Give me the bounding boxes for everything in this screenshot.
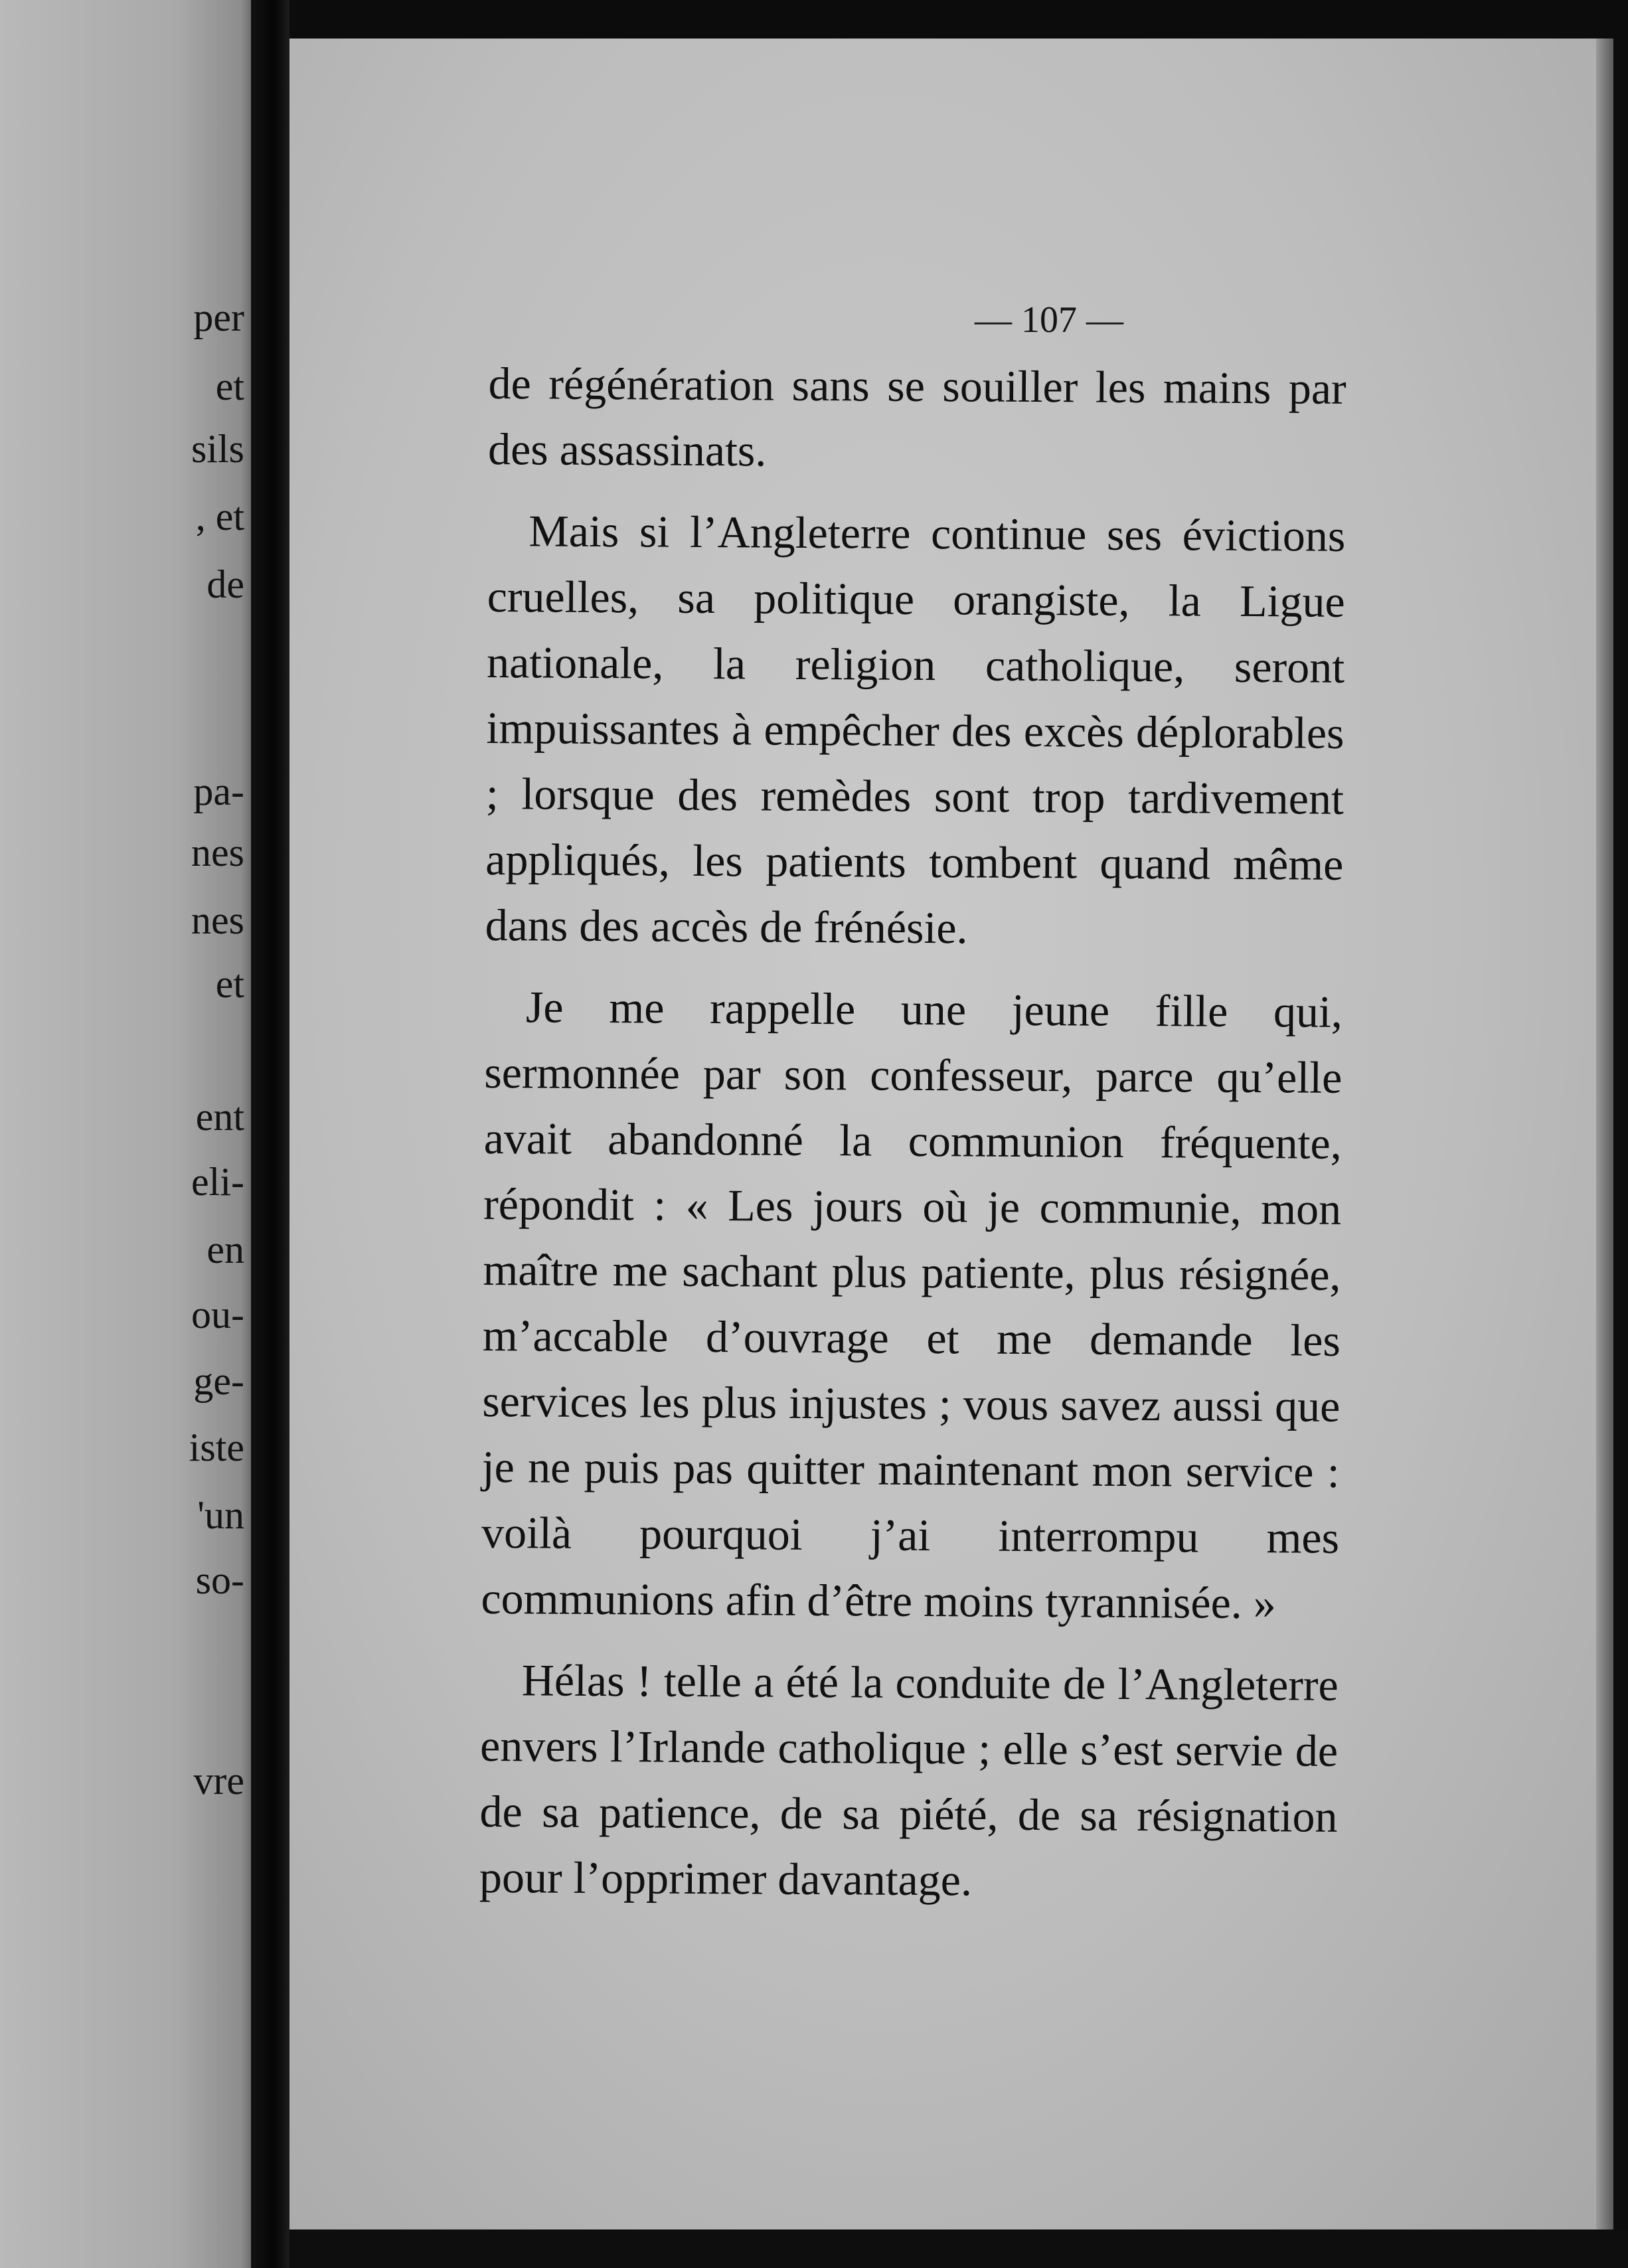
left-page-fragment: nes	[191, 898, 244, 942]
left-page-fragment: et	[215, 364, 244, 408]
paragraph: de régénération sans se souiller les mains par des assassinats.	[487, 357, 1346, 476]
left-page-fragment: 'un	[197, 1493, 244, 1537]
left-page-fragment: iste	[189, 1425, 244, 1469]
left-page-fragment: per	[193, 295, 244, 339]
left-page-fragment: pa-	[193, 770, 244, 813]
scan-border	[289, 2229, 1628, 2268]
left-page-fragment: ent	[195, 1095, 244, 1139]
left-page	[0, 0, 251, 2268]
page-body	[479, 351, 1346, 1931]
paragraph: Hélas ! telle a été la conduite de l’Angleterre envers l’Irlande catholique ; elle s’est servie de de sa patience, de sa piété, de sa résignation pour l’opprimer davantage.	[479, 1655, 1339, 1905]
left-page-fragment: de	[206, 562, 244, 606]
right-page	[289, 39, 1613, 2229]
left-page-fragment: en	[206, 1228, 244, 1271]
left-page-fragment: vre	[193, 1759, 244, 1803]
left-page-fragment: ge-	[193, 1359, 244, 1403]
paragraph: Je me rappelle une jeune fille qui, sermonnée par son confesseur, parce qu’elle avait abandonné la communion fréquente, répondit : « Les jours où je communie, mon maître me sachant plus patiente, plus résignée, m’accable d’ouvrage et me demande les services les plus injustes ; vous savez aussi que je ne puis pas quitter maintenant mon service : voilà pourquoi j’ai interrompu mes communions afin d’être moins tyrannisée. »	[481, 981, 1343, 1629]
left-page-fragment: sils	[191, 427, 244, 471]
left-page-fragment: et	[215, 962, 244, 1006]
left-page-fragment: eli-	[191, 1160, 244, 1204]
paragraph: Mais si l’Angleterre continue ses évictions cruelles, sa politique orangiste, la Ligue nationale, la religion catholique, seront impuissantes à empêcher des excès déplorables ; lorsque des remèdes sont trop tardivement appliqués, les patients tombent quand même dans des accès de frénésie.	[485, 505, 1346, 953]
page-number: — 107 —	[975, 299, 1123, 341]
page-edge-shadow	[1596, 39, 1613, 2229]
left-page-fragment: , et	[195, 495, 244, 538]
left-page-fragment: nes	[191, 831, 244, 874]
book-gutter	[251, 0, 289, 2268]
left-page-fragment: so-	[195, 1558, 244, 1602]
left-page-fragment: ou-	[191, 1293, 244, 1336]
